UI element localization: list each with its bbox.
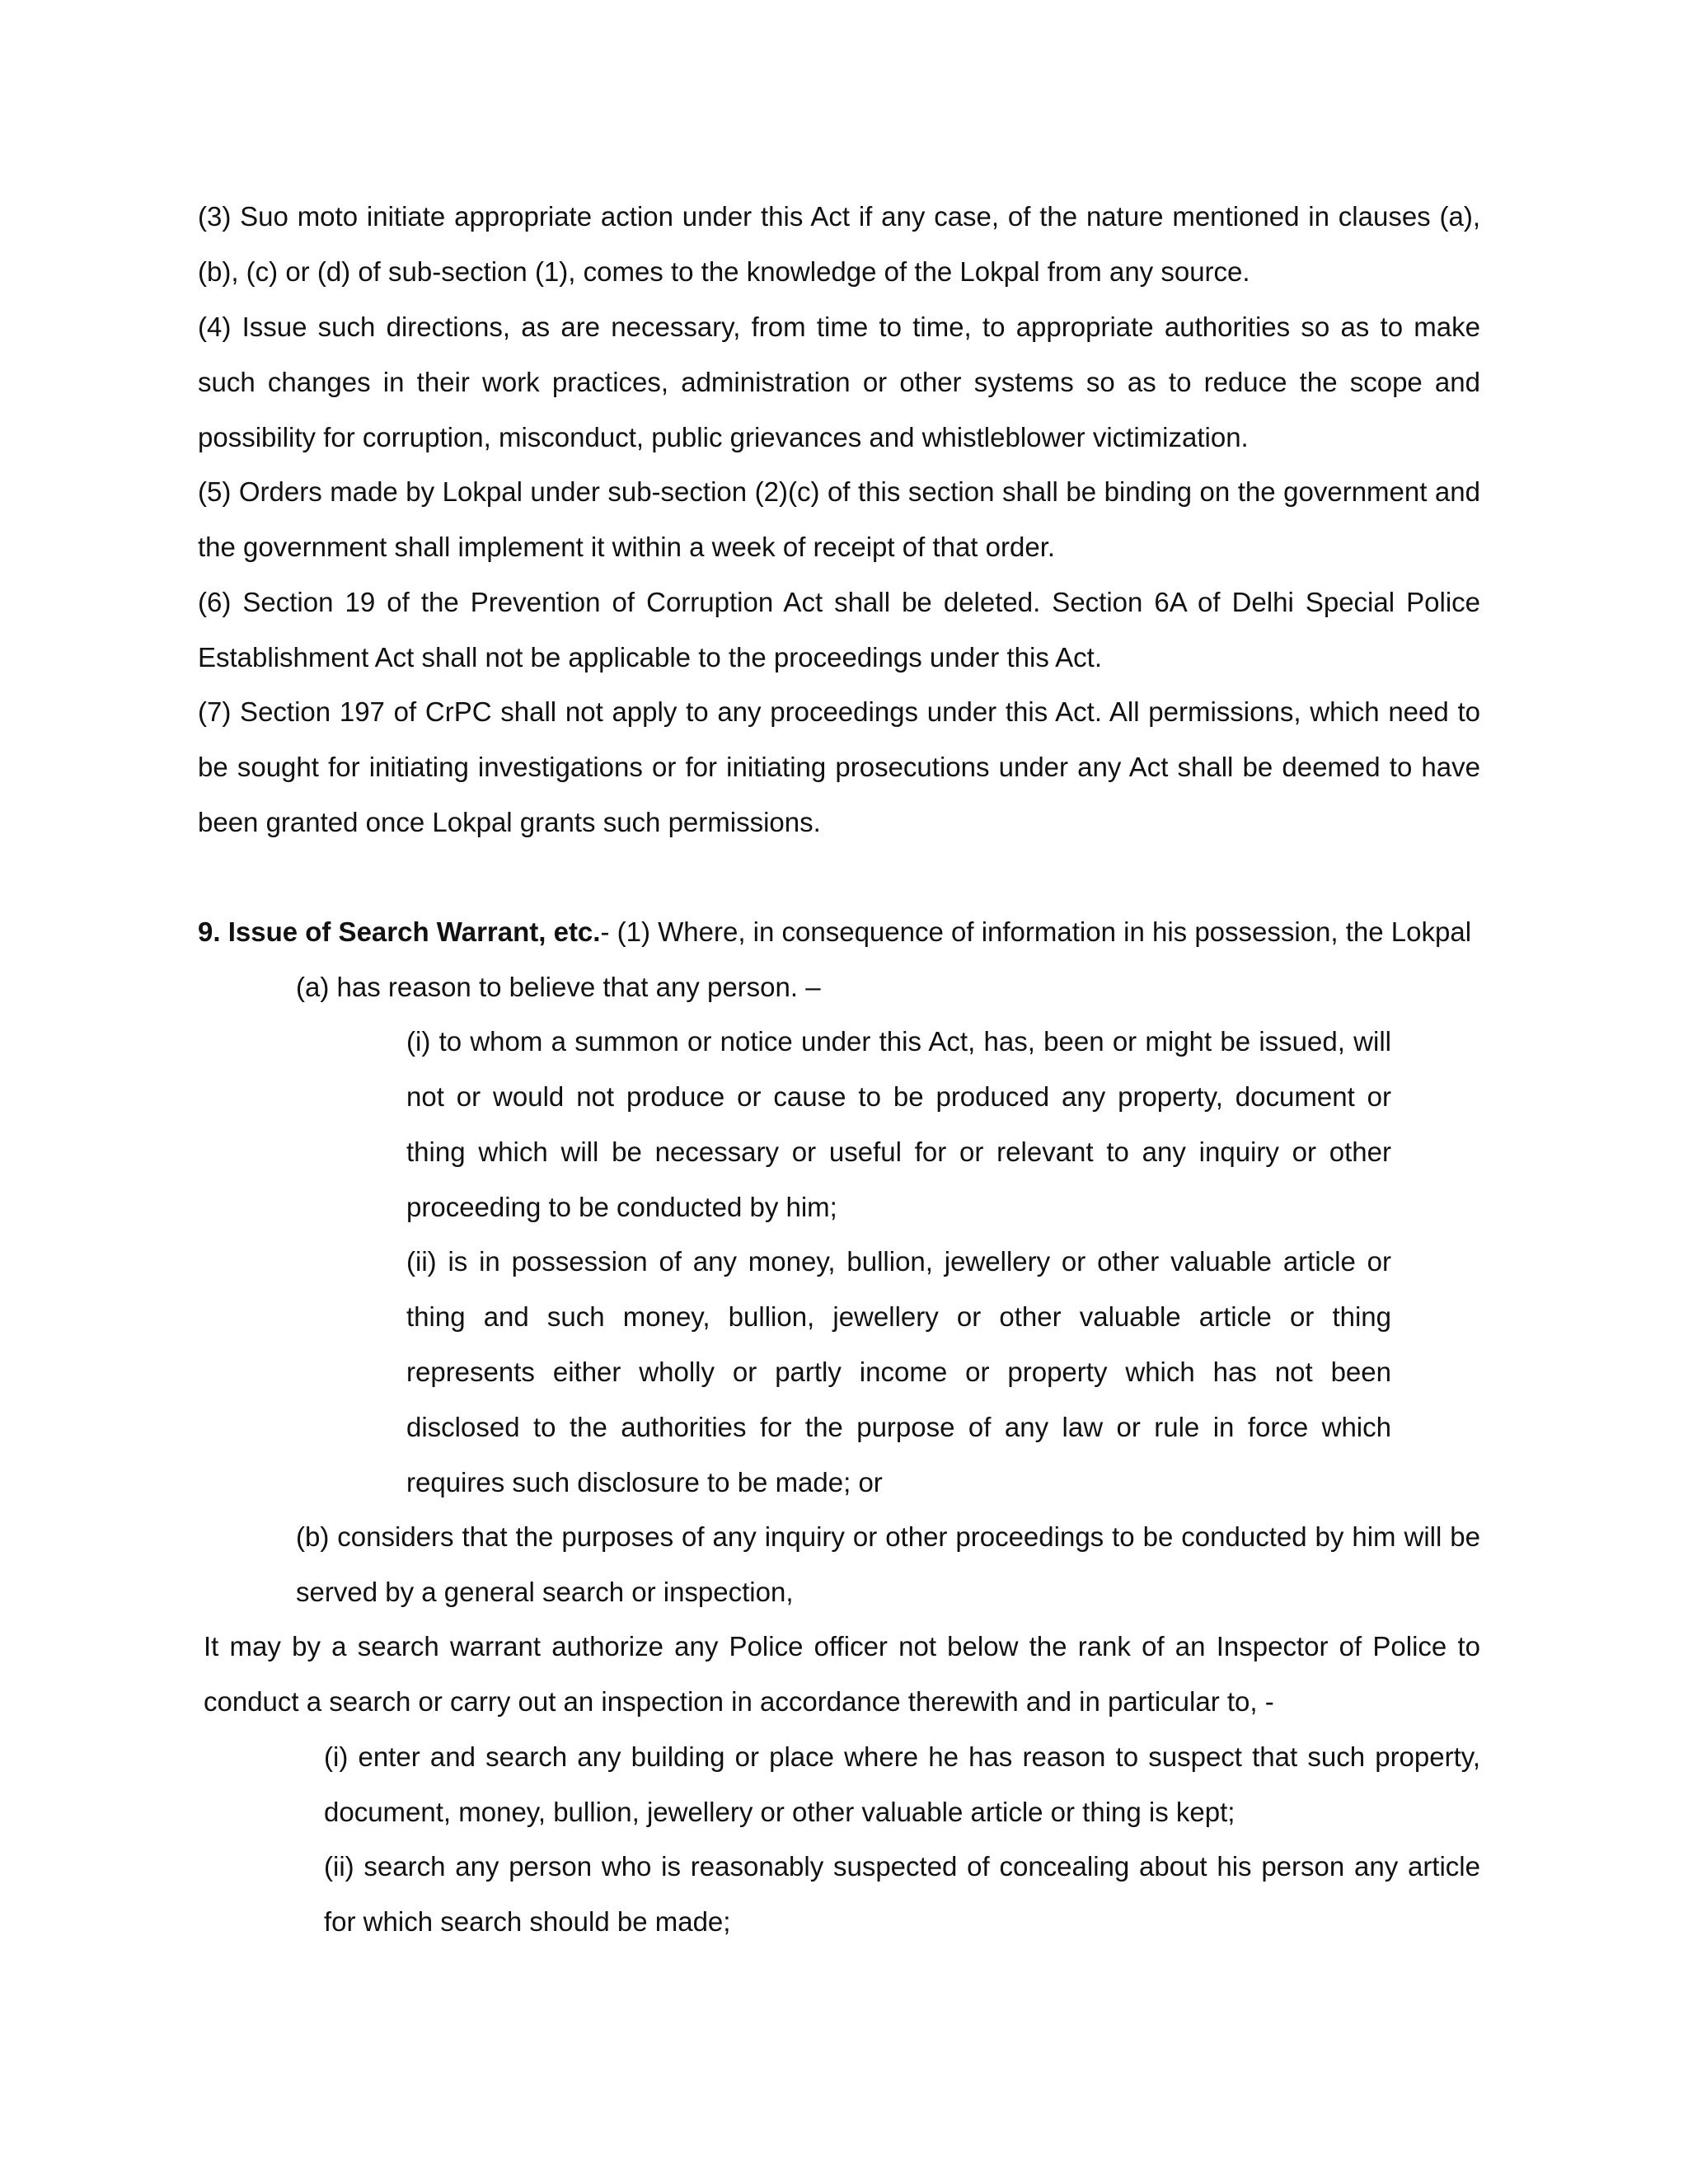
- authorization-paragraph: It may by a search warrant authorize any Police officer not below the rank of an Inspector of Police to conduct a search or carry out an inspection in accordance therewith and in particular to, -: [204, 1631, 1480, 1717]
- clause-a-i: (i) to whom a summon or notice under this Act, has, been or might be issued, will not or would not produce or cause to be produced any property, document or thing which will be necessary or useful for or relevant to any inquiry or other proceeding to be conducted by him;: [406, 1026, 1391, 1222]
- section-9-intro: - (1) Where, in consequence of information in his possession, the Lokpal: [600, 916, 1472, 947]
- power-ii: (ii) search any person who is reasonably suspected of concealing about his person any article for which search should be made;: [324, 1851, 1480, 1937]
- subsection-6: (6) Section 19 of the Prevention of Corruption Act shall be deleted. Section 6A of Delhi Special Police Establishment Act shall not be applicable to the proceedings under this Act.: [198, 587, 1480, 673]
- clause-a-ii: (ii) is in possession of any money, bullion, jewellery or other valuable article or thing and such money, bullion, jewellery or other valuable article or thing represents either wholly or partly income or property which has not been disclosed to the authorities for the purpose of any law or rule in force which requires such disclosure to be made; or: [406, 1246, 1391, 1497]
- subsection-4: (4) Issue such directions, as are necessary, from time to time, to appropriate authorities so as to make such changes in their work practices, administration or other systems so as to reduce the scope and possibility for corruption, misconduct, public grievances and whistleblower victimization.: [198, 312, 1480, 452]
- clause-b: (b) considers that the purposes of any inquiry or other proceedings to be conducted by him will be served by a general search or inspection,: [296, 1521, 1480, 1607]
- section-9-title: 9. Issue of Search Warrant, etc.: [198, 916, 601, 947]
- subsection-5: (5) Orders made by Lokpal under sub-section (2)(c) of this section shall be binding on the government and the government shall implement it within a week of receipt of that order.: [198, 476, 1480, 562]
- power-i: (i) enter and search any building or place where he has reason to suspect that such property, document, money, bullion, jewellery or other valuable article or thing is kept;: [324, 1741, 1480, 1827]
- subsection-3: (3) Suo moto initiate appropriate action under this Act if any case, of the nature mentioned in clauses (a), (b), (c) or (d) of sub-section (1), comes to the knowledge of the Lokpal from any source.: [198, 201, 1480, 287]
- clause-a: (a) has reason to believe that any person. –: [296, 972, 821, 1002]
- section-9-heading: [198, 904, 1517, 959]
- subsection-7: (7) Section 197 of CrPC shall not apply to any proceedings under this Act. All permissions, which need to be sought for initiating investigations or for initiating prosecutions under any Act shall be deemed to have been granted once Lokpal grants such permissions.: [198, 696, 1480, 837]
